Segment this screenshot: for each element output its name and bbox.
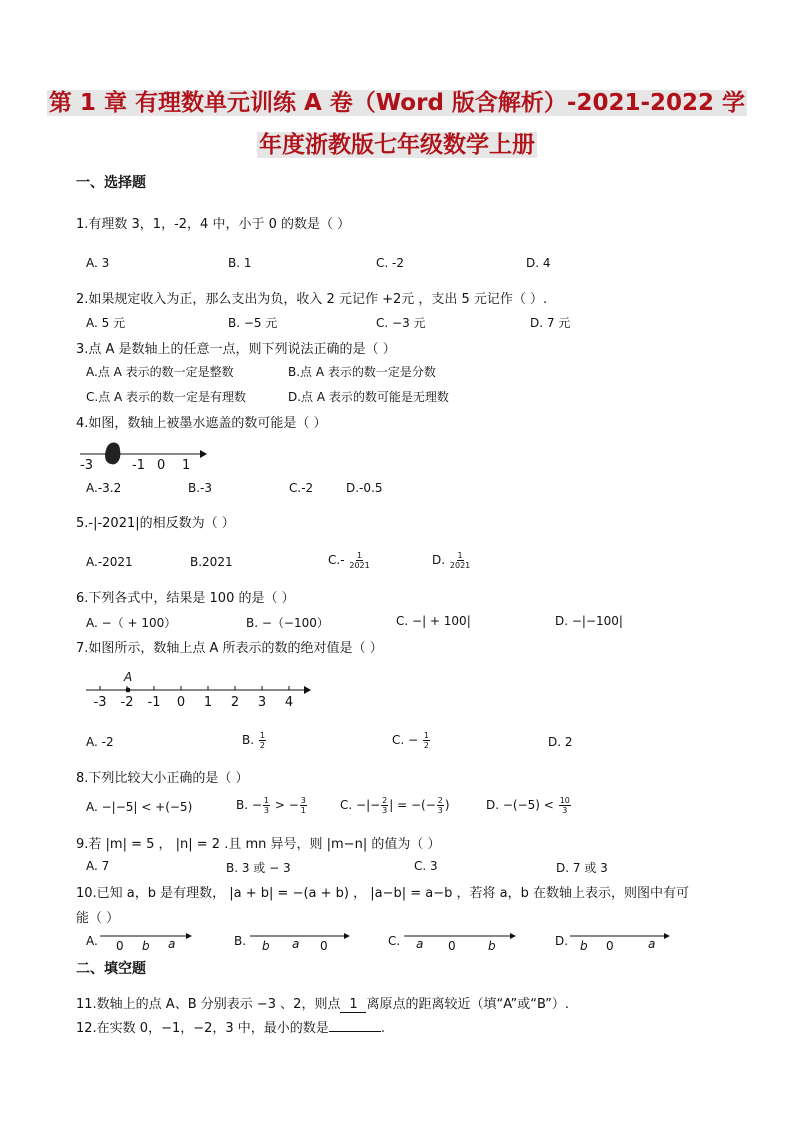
q3-option-c: C.点 A 表示的数一定是有理数 (86, 390, 247, 404)
q4-option-a: A.-3.2 (86, 481, 122, 495)
q4-tick-label: 0 (157, 458, 166, 473)
q9-option-b: B. 3 或 − 3 (226, 861, 291, 875)
fraction-numerator: 1 (423, 731, 429, 740)
fraction-denominator: 3 (437, 806, 443, 815)
q10-a-tick-label: 0 (116, 939, 124, 953)
q6-option-d: D. −|−100| (555, 614, 623, 628)
q8-option-d-prefix: D. −(−5) < (486, 798, 554, 812)
q8-option-c-fraction-2 (437, 796, 444, 815)
q5-option-d (432, 551, 471, 570)
question-5-stem: 5.-|-2021|的相反数为（ ） (76, 516, 235, 531)
q4-ink-blot (105, 443, 120, 465)
q2-option-b: B. −5 元 (228, 316, 278, 330)
fraction-numerator: 1 (259, 731, 265, 740)
q5-option-c (328, 551, 371, 570)
q7-point-a-label: A (124, 670, 133, 684)
q9-option-d: D. 7 或 3 (556, 861, 608, 875)
q2-option-c: C. −3 元 (376, 316, 426, 330)
q4-option-d: D.-0.5 (346, 481, 383, 495)
q4-number-line (78, 438, 208, 472)
q7-tick-label: 0 (176, 695, 186, 710)
q2-option-d: D. 7 元 (530, 316, 571, 330)
question-1-stem: 1.有理数 3，1，-2，4 中，小于 0 的数是（ ） (76, 217, 351, 232)
q10-option-c-label: C. (388, 934, 401, 948)
q1-option-d: D. 4 (526, 256, 551, 270)
q9-option-c: C. 3 (414, 859, 438, 873)
q4-option-b: B.-3 (188, 481, 213, 495)
q6-option-a: A. −（ + 100） (86, 616, 177, 630)
q2-option-a: A. 5 元 (86, 316, 126, 330)
q5-option-c-prefix: C.- (328, 553, 345, 567)
question-8-stem: 8.下列比较大小正确的是（ ） (76, 771, 249, 786)
q7-option-b-fraction (259, 731, 266, 750)
q5-option-c-fraction (349, 551, 369, 570)
q8-option-b-prefix: B. − (236, 798, 262, 812)
q10-d-axis-arrow (664, 933, 670, 939)
fraction-numerator: 1 (356, 551, 363, 560)
q7-option-b (242, 731, 267, 750)
q5-option-d-prefix: D. (432, 553, 446, 567)
page-title-line-1: 第 1 章 有理数单元训练 A 卷（Word 版含解析）-2021-2022 学 (48, 90, 746, 116)
q8-option-b-fraction-1 (263, 796, 270, 815)
q5-option-b: B.2021 (190, 555, 233, 569)
fraction-numerator: 2 (437, 796, 443, 805)
question-11 (76, 993, 569, 1013)
q7-option-b-prefix: B. (242, 733, 255, 747)
q8-option-c-end: ) (444, 798, 450, 812)
q5-option-a: A.-2021 (86, 555, 133, 569)
q10-a-axis-arrow (186, 933, 192, 939)
question-4-stem: 4.如图，数轴上被墨水遮盖的数可能是（ ） (76, 416, 327, 431)
q4-tick-label: -1 (132, 458, 145, 473)
q7-option-d: D. 2 (548, 735, 573, 749)
q10-c-tick-label: a (416, 937, 424, 951)
q12-text-before: 12.在实数 0，−1，−2，3 中，最小的数是 (76, 1021, 329, 1036)
q10-option-b-label: B. (234, 934, 247, 948)
q10-d-tick-label: b (580, 939, 588, 953)
q10-d-tick-label: 0 (606, 939, 614, 953)
q4-option-c: C.-2 (289, 481, 314, 495)
fraction-numerator: 1 (457, 551, 463, 560)
fraction-numerator: 2 (382, 796, 388, 805)
q7-option-c-fraction (423, 731, 430, 750)
q8-option-b-fraction-2 (300, 796, 307, 815)
q10-d-tick-label: a (648, 937, 656, 951)
q7-option-a: A. -2 (86, 735, 114, 749)
q10-a-tick-label: a (168, 937, 176, 951)
q7-option-c-prefix: C. − (392, 733, 419, 747)
q10-option-a-label: A. (86, 934, 98, 948)
question-6-stem: 6.下列各式中，结果是 100 的是（ ） (76, 591, 295, 606)
fraction-denominator: 2021 (349, 561, 370, 570)
q3-option-b: B.点 A 表示的数一定是分数 (288, 365, 436, 379)
q10-a-tick-label: b (142, 939, 150, 953)
q7-tick-label: -3 (93, 695, 107, 710)
fraction-denominator: 3 (382, 806, 388, 815)
q9-option-a: A. 7 (86, 859, 110, 873)
q4-axis-arrow (200, 450, 207, 458)
fraction-denominator: 2 (423, 741, 429, 750)
q7-tick-label: 3 (257, 695, 267, 710)
q7-tick-label: 1 (203, 695, 213, 710)
q7-tick-label: -2 (120, 695, 134, 710)
q11-answer-blank[interactable]: 1 (340, 997, 366, 1013)
question-2-stem: 2.如果规定收入为正，那么支出为负，收入 2 元记作 +2元 ，支出 5 元记作（ ）. (76, 292, 548, 307)
fraction-numerator: 10 (559, 796, 570, 805)
q1-option-b: B. 1 (228, 256, 252, 270)
q8-option-d-fraction (559, 796, 571, 815)
q8-option-c-middle: | = −(− (389, 798, 436, 812)
q8-option-b-middle: > − (271, 798, 299, 812)
q8-option-c (340, 796, 450, 815)
q7-tick-label: 2 (230, 695, 240, 710)
section-heading-fill: 二、填空题 (76, 961, 146, 977)
q11-text-before: 11.数轴上的点 A、B 分别表示 −3 、2，则点 (76, 997, 341, 1012)
q8-option-c-prefix: C. −|− (340, 798, 381, 812)
q7-tick-label: 4 (284, 695, 294, 710)
fraction-numerator: 1 (263, 796, 270, 805)
q10-option-b-number-line (250, 926, 354, 956)
q8-option-a: A. −|−5| < +(−5) (86, 800, 193, 814)
fraction-denominator: 2 (259, 741, 265, 750)
q10-c-tick-label: b (488, 939, 496, 953)
q7-option-c (392, 731, 431, 750)
q8-option-c-fraction-1 (381, 796, 388, 815)
q4-tick-label: 1 (182, 458, 191, 473)
q7-axis-arrow (304, 686, 311, 694)
fraction-denominator: 1 (300, 806, 306, 815)
q10-b-tick-label: 0 (320, 939, 328, 953)
question-10-stem-line-1: 10.已知 a，b 是有理数， |a + b| = −(a + b) ， |a−b| = a−b ，若将 a，b 在数轴上表示，则图中有可 (76, 886, 690, 901)
q10-c-tick-label: 0 (448, 939, 456, 953)
question-9-stem: 9.若 |m| = 5 ， |n| = 2 .且 mn 异号，则 |m−n| 的值为（ ） (76, 837, 441, 852)
q7-tick-label: -1 (147, 695, 161, 710)
q8-option-b (236, 796, 308, 815)
q10-b-tick-label: b (262, 939, 270, 953)
q12-answer-blank[interactable] (329, 1031, 381, 1032)
q1-option-c: C. -2 (376, 256, 404, 270)
q7-point-a (126, 688, 131, 693)
q12-text-after: . (380, 1021, 385, 1036)
section-heading-choice: 一、选择题 (76, 175, 146, 191)
q4-tick-label: -3 (80, 458, 93, 473)
q10-b-tick-label: a (292, 937, 300, 951)
q10-option-d-number-line (570, 926, 674, 956)
q10-option-a-number-line (100, 926, 196, 956)
page-title-line-2: 年度浙教版七年级数学上册 (259, 132, 535, 158)
fraction-numerator: 3 (300, 796, 306, 805)
question-10-stem-line-2: 能（ ） (76, 911, 120, 926)
question-12 (76, 1017, 385, 1036)
q6-option-b: B. −（−100） (246, 616, 329, 630)
q3-option-a: A.点 A 表示的数一定是整数 (86, 365, 234, 379)
q6-option-c: C. −| + 100| (396, 614, 471, 628)
fraction-denominator: 3 (263, 806, 270, 815)
fraction-denominator: 2021 (449, 561, 471, 570)
q3-option-d: D.点 A 表示的数可能是无理数 (288, 390, 449, 404)
fraction-denominator: 3 (562, 806, 568, 815)
q8-option-d (486, 796, 572, 815)
q5-option-d-fraction (450, 551, 470, 570)
q10-b-axis-arrow (344, 933, 350, 939)
q10-c-axis-arrow (510, 933, 516, 939)
q7-number-line (84, 668, 314, 710)
q10-option-d-label: D. (555, 934, 569, 948)
q11-text-after: 离原点的距离较近（填“A”或“B”）. (366, 997, 570, 1012)
q1-option-a: A. 3 (86, 256, 110, 270)
question-3-stem: 3.点 A 是数轴上的任意一点，则下列说法正确的是（ ） (76, 342, 396, 357)
question-7-stem: 7.如图所示，数轴上点 A 所表示的数的绝对值是（ ） (76, 641, 383, 656)
q10-option-c-number-line (404, 926, 520, 956)
